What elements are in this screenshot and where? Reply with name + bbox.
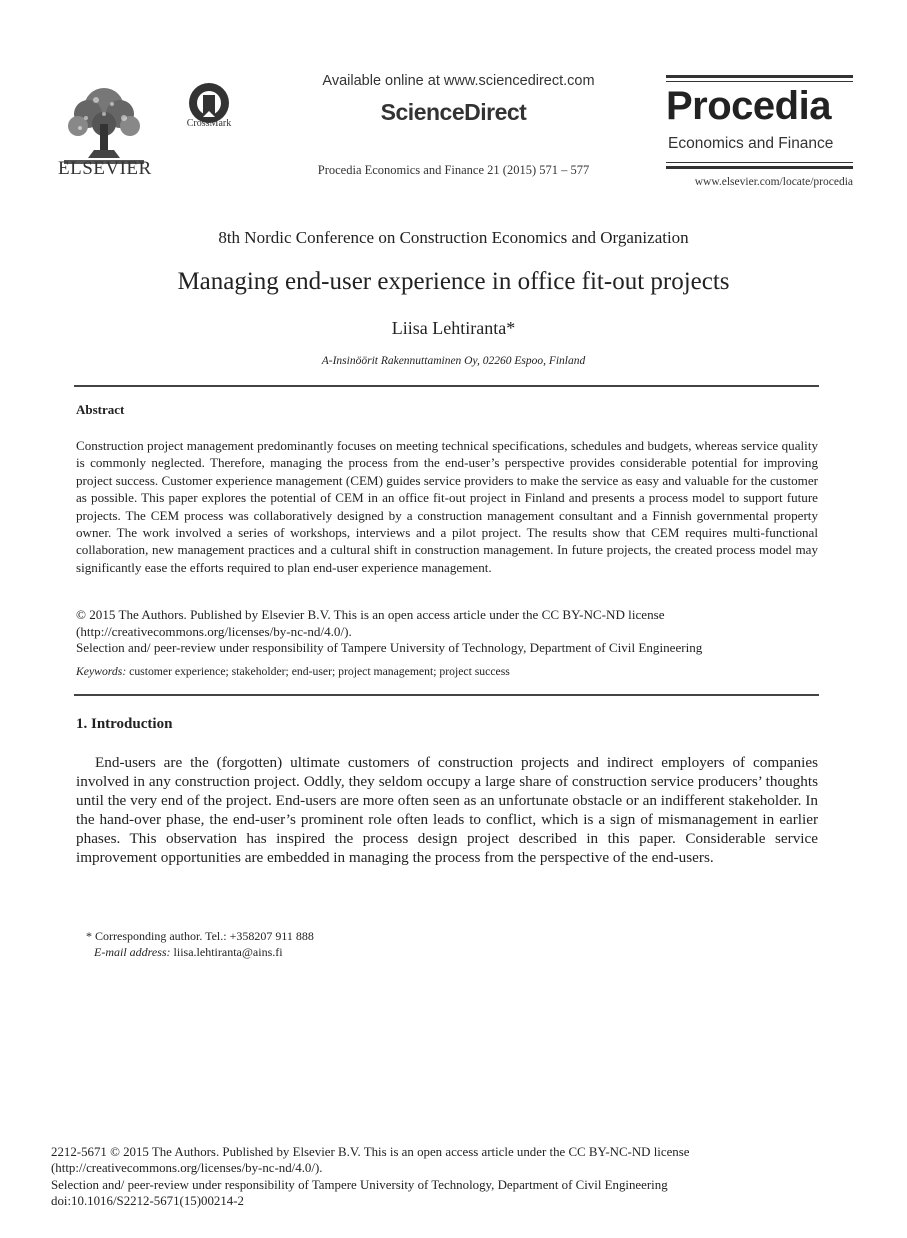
email-label: E-mail address: xyxy=(94,945,171,959)
footer-doi[interactable]: doi:10.1016/S2212-5671(15)00214-2 xyxy=(51,1194,244,1209)
license-link[interactable]: (http://creativecommons.org/licenses/by-nc-nd/4.0/). xyxy=(76,623,352,639)
masthead-rule-bottom xyxy=(666,166,853,169)
abstract-text: Construction project management predominantly focuses on meeting technical specifications, schedules and budgets, whereas service quality is commonly neglected. Therefore, managing the process from the end-user’s perspective provides considerable potential for improving project success. Customer experience management (CEM) guides service providers to make the service as easy and valuable for the customer as possible. This paper explores the potential of CEM in an office fit-out project in Finland and presents a process model to support future projects. The CEM process was collaboratively designed by a construction management consultant and a Finnish governmental property owner. The work involved a series of workshops, interviews and a pilot project. The results show that CEM requires multi-functional collaboration, new management practices and a cultural shift in construction management. In future projects, the created process model may significantly ease the efforts required to plan end-user experience management. xyxy=(76,438,818,575)
footer-copyright: 2212-5671 © 2015 The Authors. Published by Elsevier B.V. This is an open access article under the CC BY-NC-ND license xyxy=(51,1145,690,1159)
page-footer xyxy=(51,1144,811,1210)
author-affiliation: A-Insinöörit Rakennuttaminen Oy, 02260 Espoo, Finland xyxy=(321,355,586,367)
author-name: Liisa Lehtiranta* xyxy=(391,318,516,338)
corresponding-author: * Corresponding author. Tel.: +358207 911 888 xyxy=(86,929,314,943)
available-online-text: Available online at www.sciencedirect.com xyxy=(322,73,595,89)
conference-name: 8th Nordic Conference on Construction Economics and Organization xyxy=(218,228,689,247)
crossmark-label: CrossMark xyxy=(186,118,232,129)
email-address[interactable]: liisa.lehtiranta@ains.fi xyxy=(170,945,283,959)
journal-reference: Procedia Economics and Finance 21 (2015) 571 – 577 xyxy=(317,163,590,177)
footnote xyxy=(86,928,314,960)
journal-logo: Procedia xyxy=(666,84,831,128)
introduction-text: End-users are the (forgotten) ultimate customers of construction projects and indirect employers of companies involved in any construction project. Oddly, they seldom occupy a large share of construction service producers’ thoughts until the very end of the project. End-users are more often seen as an unfortunate obstacle or an indifferent stakeholder. In the hand-over phase, the end-user’s prominent role often leads to conflict, which is a sign of mismanagement in earlier phases. This observation has inspired the process design project described in this paper. Considerable service improvement opportunities are embedded in managing the process from the perspective of the end-users. xyxy=(76,754,818,867)
license-line: © 2015 The Authors. Published by Elsevier B.V. This is an open access article under the CC BY-NC-ND license xyxy=(76,607,665,622)
section-heading: 1. Introduction xyxy=(76,716,173,732)
sciencedirect-logo[interactable]: ScienceDirect xyxy=(380,99,527,125)
divider-bottom xyxy=(74,694,819,696)
footer-peer-review: Selection and/ peer-review under responsibility of Tampere University of Technology, Department of Civil Engineering xyxy=(51,1177,668,1192)
keywords xyxy=(76,665,818,678)
publisher-name: ELSEVIER xyxy=(58,158,152,179)
paper-title: Managing end-user experience in office fit-out projects xyxy=(177,268,730,295)
masthead-rule-top xyxy=(666,75,853,78)
masthead-rule-top-thin xyxy=(666,81,853,82)
divider-top xyxy=(74,385,819,387)
journal-url[interactable]: www.elsevier.com/locate/procedia xyxy=(694,176,853,188)
keywords-label: Keywords: xyxy=(76,665,127,678)
masthead-rule-bottom-thin xyxy=(666,162,853,163)
license-block xyxy=(76,607,818,657)
keywords-list: customer experience; stakeholder; end-user; project management; project success xyxy=(126,665,510,678)
journal-subtitle: Economics and Finance xyxy=(668,135,834,152)
peer-review-line: Selection and/ peer-review under responsibility of Tampere University of Technology, Department of Civil Engineering xyxy=(76,640,703,655)
footer-license-link[interactable]: (http://creativecommons.org/licenses/by-nc-nd/4.0/). xyxy=(51,1161,323,1176)
abstract-heading: Abstract xyxy=(76,402,125,417)
